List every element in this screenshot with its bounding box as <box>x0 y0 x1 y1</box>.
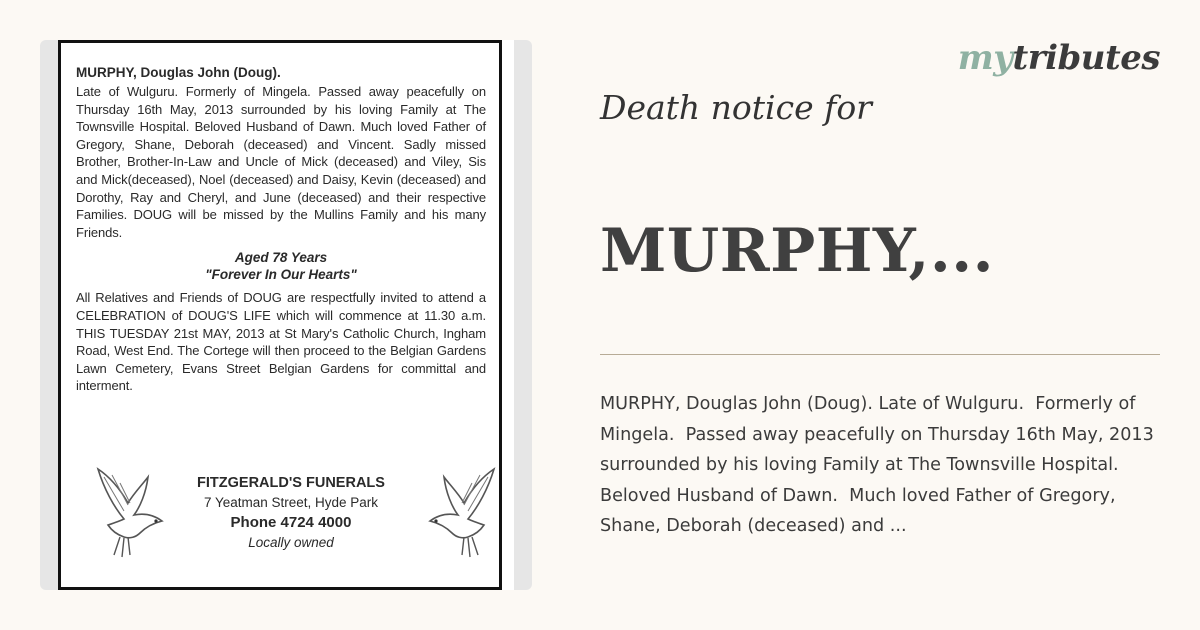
brand-part-tributes: tributes <box>1012 38 1160 78</box>
notice-paragraph-1: Late of Wulguru. Formerly of Mingela. Passed away peacefully on Thursday 16th May, 2013 surrounded by his loving Family at The Townsville Hospital. Beloved Husband of Dawn. Much loved Father of Gregory, Shane, Deborah (deceased) and Vincent. Sadly missed Brother, Brother-In-Law and Uncle of Mick (deceased) and Viley, Sis and Mick(deceased), Noel (deceased) and Daisy, Kevin (deceased) and Dorothy, Ray and Cheryl, and June (deceased) and their respective Families. DOUG will be missed by the Mullins Family and his many Friends. <box>76 84 486 240</box>
notice-text <box>76 65 486 395</box>
brand-logo[interactable] <box>958 38 1160 78</box>
notice-age: Aged 78 Years <box>234 250 328 266</box>
notice-paragraph-2: All Relatives and Friends of DOUG are respectfully invited to attend a CELEBRATION of DOUG'S LIFE which will commence at 11.30 a.m. THIS TUESDAY 21st MAY, 2013 at St Mary's Catholic Church, Ingham Road, West End. The Cortege will then proceed to the Belgian Gardens Lawn Cemetery, Evans Street Belgian Gardens for committal and interment. <box>76 290 486 394</box>
dove-icon <box>410 463 502 559</box>
notice-age-quote <box>76 249 486 283</box>
funeral-director <box>156 475 426 550</box>
funeral-address: 7 Yeatman Street, Hyde Park <box>203 495 379 510</box>
death-notice-image <box>40 40 532 590</box>
funeral-name: FITZGERALD'S FUNERALS <box>197 475 385 491</box>
notice-excerpt: MURPHY, Douglas John (Doug). Late of Wulguru. Formerly of Mingela. Passed away peacefully on Thursday 16th May, 2013 surrounded by his loving Family at The Townsville Hospital. Beloved Husband of Dawn. Much loved Father of Gregory, Shane, Deborah (deceased) and ... <box>600 394 1160 536</box>
funeral-footer <box>76 463 486 573</box>
notice-frame <box>58 40 502 590</box>
notice-paper <box>58 40 514 590</box>
funeral-tagline: Locally owned <box>248 535 334 550</box>
page-subtitle: Death notice for <box>600 88 872 127</box>
page-title: MURPHY,... <box>600 216 995 286</box>
funeral-phone: Phone 4724 4000 <box>230 514 352 531</box>
notice-name: MURPHY, Douglas John (Doug). <box>76 65 281 80</box>
divider <box>600 354 1160 355</box>
brand-part-my: my <box>957 38 1013 78</box>
notice-quote: "Forever In Our Hearts" <box>205 267 357 283</box>
